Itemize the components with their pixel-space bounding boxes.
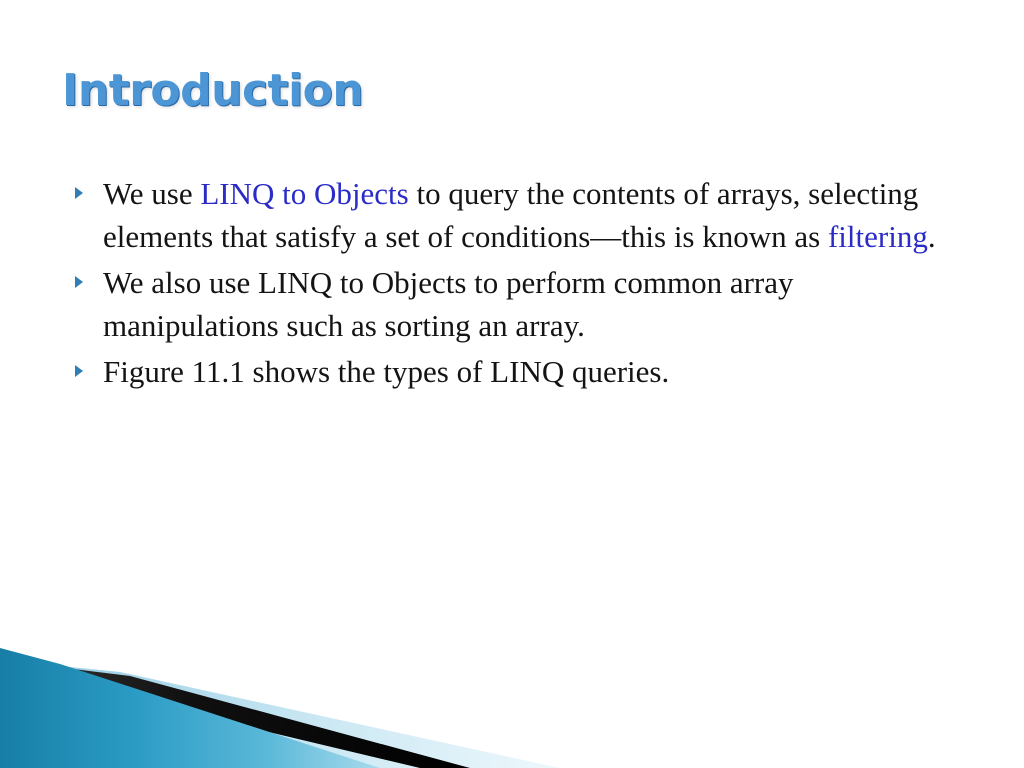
bullet-arrow-icon [75,276,83,288]
bullet-arrow-icon [75,187,83,199]
footer-pale-band [0,660,560,768]
slide-title: Introduction [62,65,364,116]
bullet-text-post: . [927,219,936,254]
footer-teal-wedge [0,648,380,768]
bullet-item [70,172,970,258]
bullet-list [70,172,970,396]
bullet-text-pre: We use [103,176,201,211]
bullet-text: We also use LINQ to Objects to perform common array manipulations such as sorting an array. [103,265,794,343]
footer-dark-stripe [0,660,470,768]
highlight-filtering: filtering [827,219,928,254]
highlight-linq-to-objects: LINQ to Objects [200,176,409,211]
bullet-item [70,261,970,347]
bullet-arrow-icon [75,365,83,377]
bullet-text: Figure 11.1 shows the types of LINQ queries. [103,354,670,389]
bullet-text-mid: to query the contents of arrays, selecting elements that satisfy a set of conditions—this is known as [103,176,919,254]
bullet-item [70,350,970,393]
